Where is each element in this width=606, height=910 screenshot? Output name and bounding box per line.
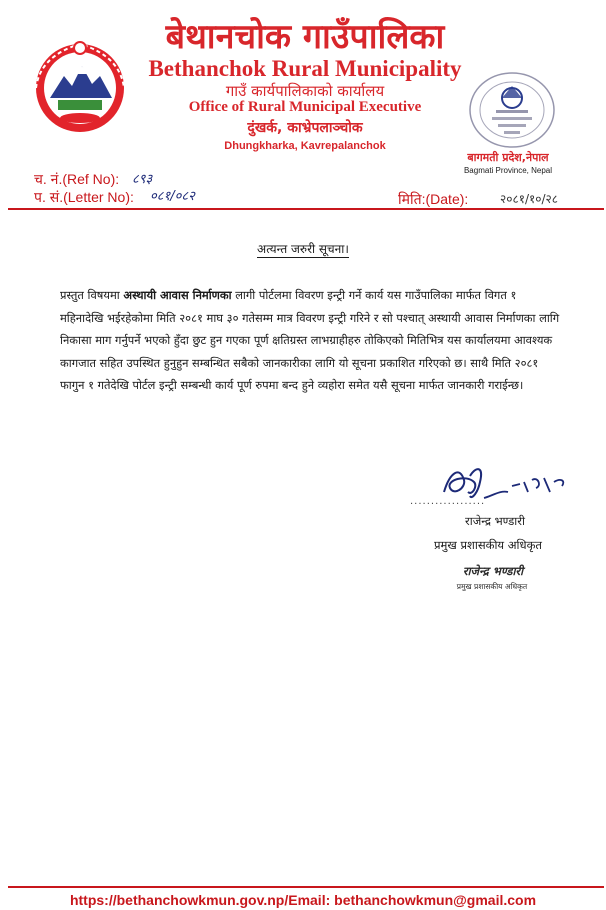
footer-contact[interactable]: https://bethanchowkmun.gov.np/Email: bethanchowkmun@gmail.com	[69, 892, 537, 908]
notice-body-part1: प्रस्तुत विषयमा	[60, 288, 124, 302]
date-label: मिति:(Date):	[398, 191, 469, 207]
notice-heading-text: अत्यन्त जरुरी सूचना।	[257, 242, 349, 256]
office-name-np: गाउँ कार्यपालिकाको कार्यालय	[225, 82, 385, 100]
location-en: Dhungkharka, Kavrepalanchok	[224, 140, 386, 152]
stamp-title: प्रमुख प्रशासकीय अधिकृत	[456, 582, 528, 591]
notice-body	[60, 284, 560, 397]
ref-no-label: च. नं.(Ref No):	[34, 171, 120, 187]
location-np: दुंखर्क, काभ्रेपलाञ्चोक	[247, 120, 363, 136]
municipality-title-en: Bethanchok Rural Municipality	[148, 56, 462, 81]
signature-line: ..................	[410, 496, 486, 507]
letter-no-label: प. सं.(Letter No):	[34, 189, 134, 205]
notice-body-part2: लागी पोर्टलमा विवरण इन्ट्री गर्ने कार्य यस गाउँपालिका मार्फत विगत १ महिनादेखि भईरहेकोमा मिति २०८१ माघ ३० गतेसम्म मात्र विवरण इन्ट्री गरिने र सो पश्चात् अस्थायी आवास निर्माणका लागि निकासा माग गर्नुपर्ने भएको हुँदा छुट हुन गएका पूर्ण क्षतिग्रस्त लाभग्राहीहरु तोकिएको मितिभित्र यस कार्यालयमा आवश्यक कागजात सहित उपस्थित हुनुहुन सम्बन्धित सबैको जानकारीका लागि यो सूचना प्रकाशित गरिएको छ। साथै मिति २०८१ फागुन १ गतेदेखि पोर्टल इन्ट्री सम्बन्धी कार्य पूर्ण रुपमा बन्द हुने व्यहोरा समेत यसै सूचना मार्फत जानकारी गराईन्छ।	[60, 288, 560, 392]
header-divider	[8, 208, 604, 210]
province-np: बागमती प्रदेश,नेपाल	[467, 151, 549, 164]
notice-heading	[0, 238, 606, 257]
signer-title: प्रमुख प्रशासकीय अधिकृत	[434, 538, 542, 552]
ref-no-value: ८९३	[132, 172, 153, 187]
date-value: २०८१/१०/२८	[500, 192, 559, 206]
nepal-emblem-icon	[30, 36, 130, 136]
municipality-title-np: बेथानचोक गाउँपालिका	[165, 17, 445, 57]
letter-no-value: ०८१/०८२	[150, 189, 195, 204]
signer-name: राजेन्द्र भण्डारी	[465, 514, 525, 528]
office-name-en: Office of Rural Municipal Executive	[188, 99, 422, 115]
footer-divider	[8, 886, 604, 888]
province-en: Bagmati Province, Nepal	[463, 166, 553, 175]
stamp-name: राजेन्द्र भण्डारी	[462, 564, 524, 578]
notice-body-bold: अस्थायी आवास निर्माणका	[123, 288, 232, 302]
